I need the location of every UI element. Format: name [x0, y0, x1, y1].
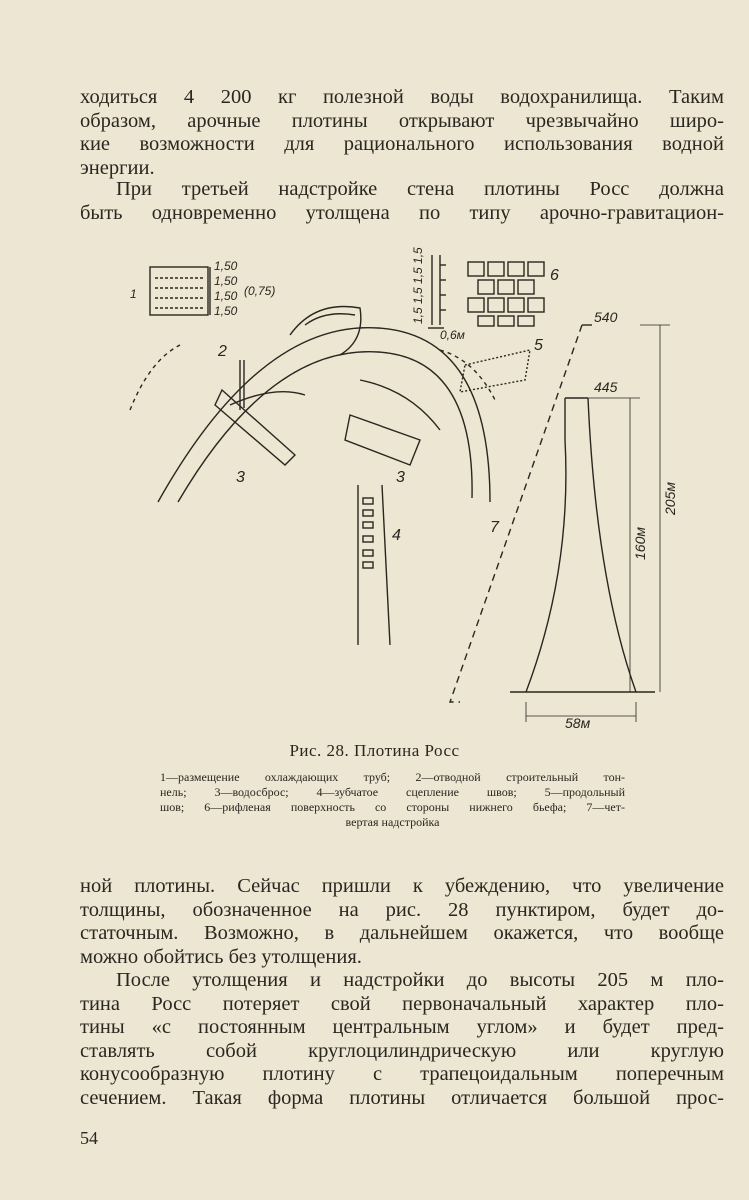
text-line: ной плотины. Сейчас пришли к убеждению, что увеличение — [80, 875, 724, 897]
label-2: 2 — [218, 343, 227, 360]
ribbed-surface-detail — [468, 262, 544, 326]
text-line: конусообразную плотину с трапецоидальным поперечным — [80, 1063, 724, 1085]
dam-cross-section — [450, 325, 670, 722]
label-3b: 3 — [396, 469, 405, 486]
figure-ross-dam — [110, 240, 710, 740]
total-height-label: 205м — [662, 482, 678, 515]
label-1: 1 — [130, 287, 137, 301]
label-7: 7 — [490, 519, 499, 536]
pipe-spacing-4: 1,50 — [214, 304, 238, 318]
text-line: тины «с постоянным центральным углом» и будет пред- — [80, 1016, 724, 1038]
text-line: образом, арочные плотины открывают чрезвычайно широ- — [80, 109, 724, 132]
joint-strip-detail — [428, 255, 446, 328]
cooling-pipes-detail — [150, 267, 210, 315]
joint-width-label: 0,6м — [440, 328, 465, 342]
paragraph-3 — [80, 875, 724, 969]
pipe-spacing-3b: (0,75) — [244, 284, 276, 298]
text-line: сечением. Такая форма плотины отличается большой прос- — [80, 1086, 724, 1109]
text-line: быть одновременно утолщена по типу арочно-гравитацион- — [80, 201, 724, 224]
legend-line: 1—размещение охлаждающих труб; 2—отводной строительный тон- — [160, 770, 625, 784]
longitudinal-joint-detail — [460, 350, 530, 392]
text-line: тина Росс потеряет свой первоначальный характер пло- — [80, 992, 724, 1015]
current-height-label: 160м — [632, 527, 648, 560]
figure-caption-legend — [160, 770, 625, 830]
elevation-top: 540 — [594, 309, 618, 325]
label-6: 6 — [550, 267, 559, 284]
text-line: кие возможности для рационального использования водной — [80, 133, 724, 155]
paragraph-4 — [80, 969, 724, 1110]
paragraph-2 — [80, 178, 724, 225]
label-5: 5 — [534, 337, 543, 354]
pipe-spacing-1: 1,50 — [214, 259, 238, 273]
label-3a: 3 — [236, 469, 245, 486]
legend-line: вертая надстройка — [345, 815, 440, 829]
paragraph-1 — [80, 86, 724, 180]
text-line: При третьей надстройке стена плотины Росс должна — [116, 178, 724, 200]
text-line: энергии. — [80, 156, 155, 179]
text-line: статочным. Возможно, в дальнейшем окажется, что вообще — [80, 922, 724, 944]
elevation-mid: 445 — [594, 379, 618, 395]
text-line: ходиться 4 200 кг полезной воды водохранилища. Таким — [80, 86, 724, 108]
text-line: После утолщения и надстройки до высоты 205 м пло- — [116, 969, 724, 991]
page-number: 54 — [80, 1128, 98, 1148]
pipe-spacing-2: 1,50 — [214, 274, 238, 288]
legend-line: нель; 3—водосброс; 4—зубчатое сцепление швов; 5—продольный — [160, 785, 625, 799]
pipe-spacing-3: 1,50 — [214, 289, 238, 303]
text-line: ставлять собой круглоцилиндрическую или круглую — [80, 1039, 724, 1062]
figure-caption-title: Рис. 28. Плотина Росс — [289, 741, 460, 760]
base-width-label: 58м — [565, 715, 591, 731]
toothed-joint-detail — [358, 485, 390, 645]
joint-spacing-label: 1,5 1,5 1,5 1,5 — [411, 247, 425, 324]
text-line: толщины, обозначенное на рис. 28 пунктиром, будет до- — [80, 898, 724, 921]
text-line: можно обойтись без утолщения. — [80, 945, 362, 968]
label-4: 4 — [392, 527, 401, 544]
legend-line: шов; 6—рифленая поверхность со стороны нижнего бьефа; 7—чет- — [160, 800, 625, 814]
